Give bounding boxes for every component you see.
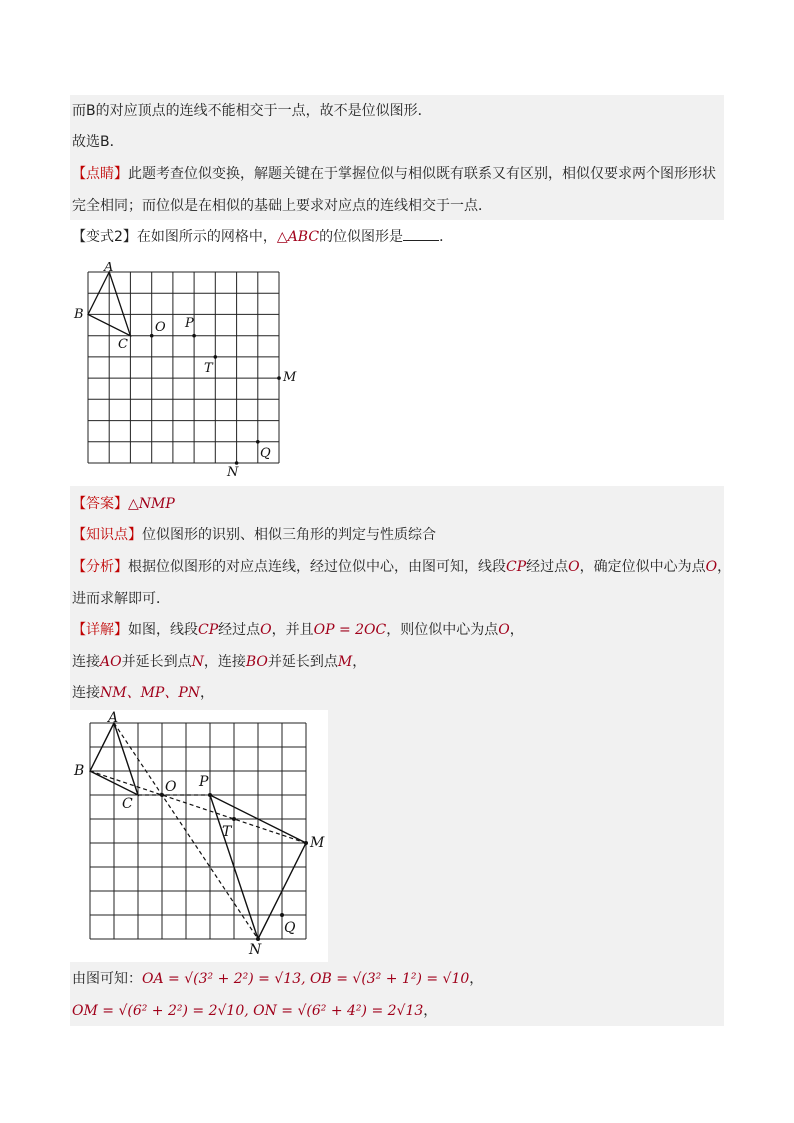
label-o: O [165, 779, 177, 795]
label-m: M [310, 835, 325, 851]
label-q: Q [284, 920, 296, 936]
label-a: A [108, 710, 119, 726]
label-p: P [199, 774, 209, 790]
formula-line: OM = √(6² + 2²) = 2√10, ON = √(6² + 4²) = 2√13， [72, 1003, 438, 1019]
detail-line: 连接AO并延长到点N，连接BO并延长到点M， [72, 654, 367, 670]
text-line: 故选B． [72, 134, 124, 150]
text-line: 而B的对应顶点的连线不能相交于一点，故不是位似图形． [72, 103, 432, 119]
analysis-line: 进而求解即可． [72, 591, 170, 607]
label-c: C [118, 337, 128, 352]
label-p: P [185, 316, 194, 331]
question-title: 【变式2】在如图所示的网格中，△ABC的位似图形是 ． [72, 226, 453, 248]
detail-line: 【详解】如图，线段CP经过点O，并且OP = 2OC，则位似中心为点O， [72, 622, 524, 638]
label-b: B [74, 763, 85, 779]
formula-line: 由图可知：OA = √(3² + 2²) = √13, OB = √(3² + 1²) = √10， [72, 971, 484, 987]
label-t: T [204, 361, 213, 376]
knowledge-line: 【知识点】位似图形的识别、相似三角形的判定与性质综合 [72, 527, 436, 543]
analysis-line: 【分析】根据位似图形的对应点连线，经过位似中心，由图可知，线段CP经过点O，确定位似中心为点O， [72, 559, 732, 575]
label-c: C [122, 796, 133, 812]
label-t: T [222, 824, 232, 840]
label-q: Q [260, 446, 271, 461]
label-n: N [249, 942, 262, 958]
tag: 【点睛】 [72, 166, 128, 182]
grid-figure-question [70, 262, 310, 482]
text-line: 完全相同；而位似是在相似的基础上要求对应点的连线相交于一点． [72, 198, 492, 214]
label-b: B [74, 307, 84, 322]
detail-line: 连接NM、MP、PN， [72, 685, 215, 701]
answer-blank [403, 226, 439, 241]
label-m: M [283, 370, 297, 385]
text-line: 【点睛】此题考查位似变换，解题关键在于掌握位似与相似既有联系又有区别，相似仅要求两个图形形状 [72, 166, 716, 182]
answer-line: 【答案】△NMP [72, 496, 175, 512]
label-n: N [227, 465, 239, 480]
label-a: A [104, 262, 114, 275]
label-o: O [155, 320, 166, 335]
grid-figure-solution [70, 710, 328, 962]
